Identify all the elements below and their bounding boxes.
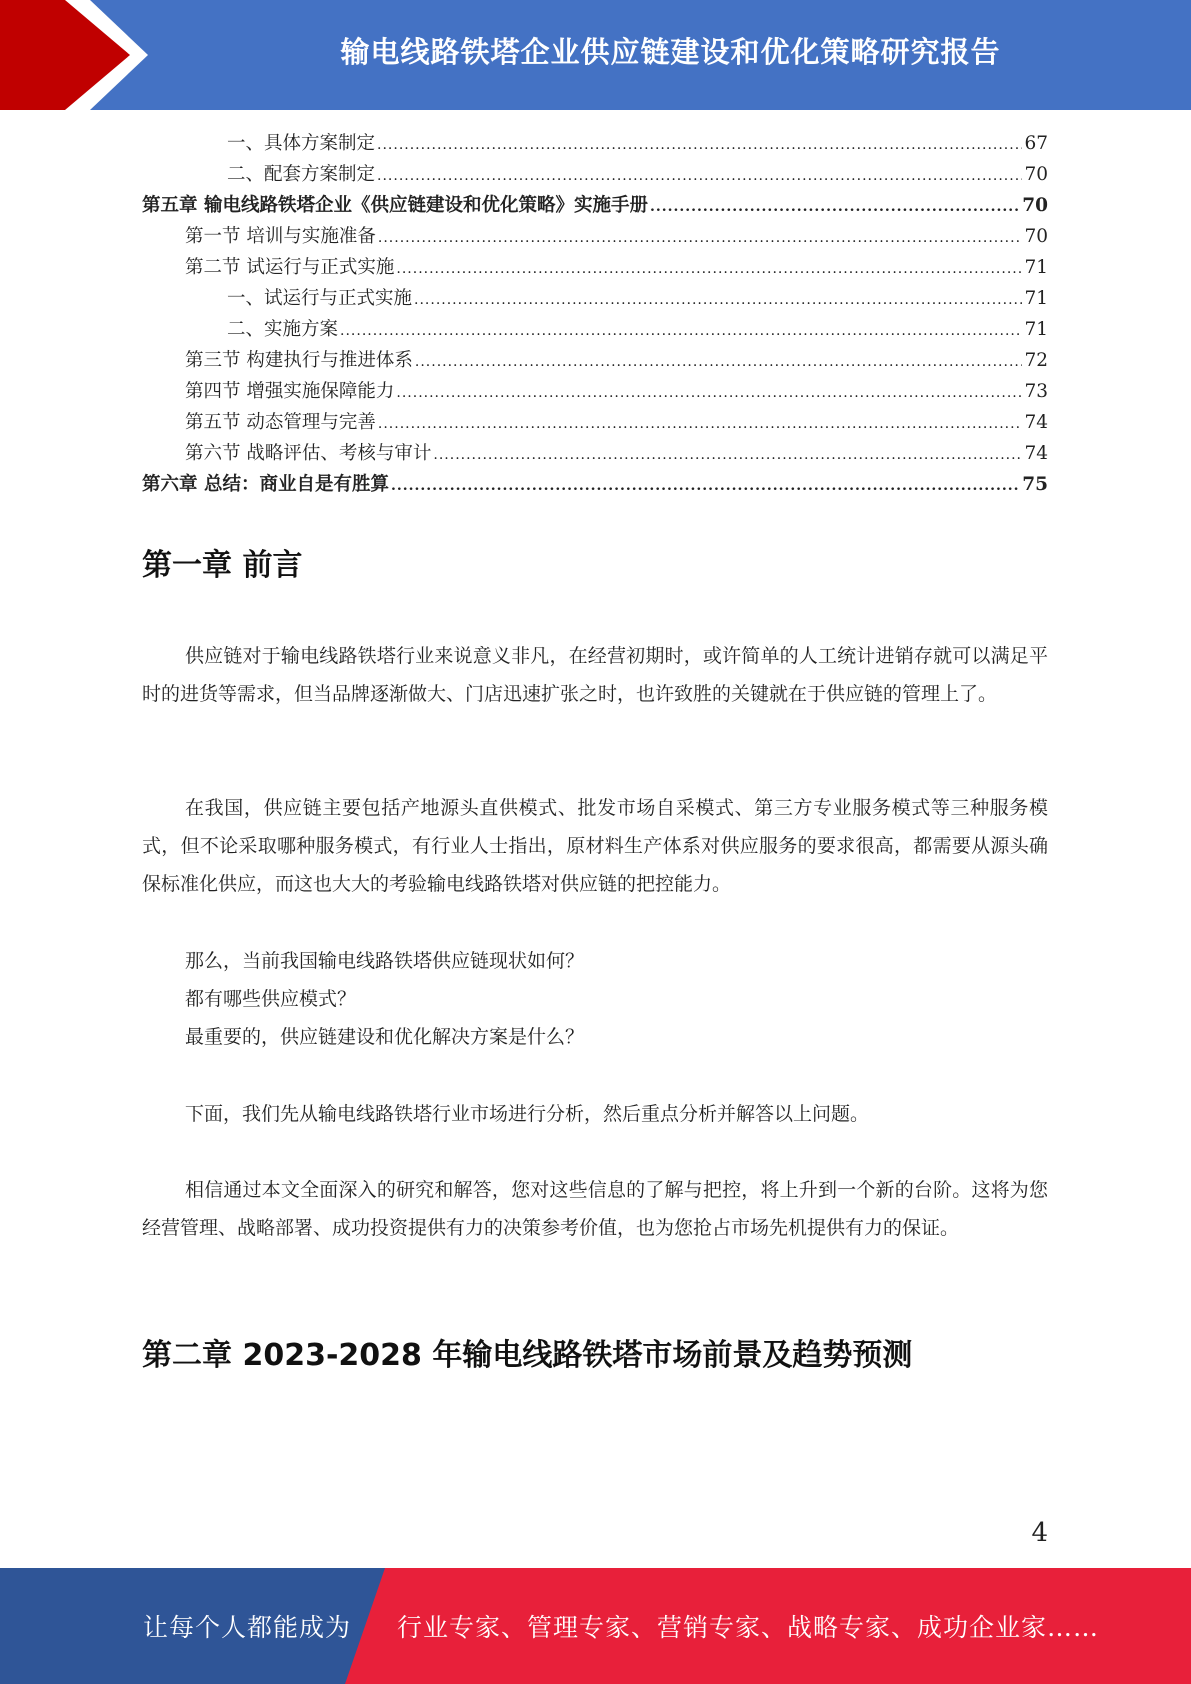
paragraph-4: 相信通过本文全面深入的研究和解答，您对这些信息的了解与把控，将上升到一个新的台阶。这将为您经营管理、战略部署、成功投资提供有力的决策参考价值，也为您抢占市场先机提供有力的保证。 [142, 1179, 1048, 1239]
toc-entry[interactable] [142, 283, 1048, 314]
paragraph-3: 下面，我们先从输电线路铁塔行业市场进行分析，然后重点分析并解答以上问题。 [185, 1103, 870, 1125]
table-of-contents [142, 128, 1048, 500]
toc-entry-page: 72 [1024, 350, 1048, 371]
toc-entry[interactable] [142, 314, 1048, 345]
toc-entry[interactable] [142, 128, 1048, 159]
paragraph-1: 供应链对于输电线路铁塔行业来说意义非凡，在经营初期时，或许简单的人工统计进销存就可以满足平时的进货等需求，但当品牌逐渐做大、门店迅速扩张之时，也许致胜的关键就在于供应链的管理上了。 [142, 645, 1048, 705]
toc-leader-dots [396, 378, 1022, 409]
question-3: 最重要的，供应链建设和优化解决方案是什么？ [185, 1026, 585, 1048]
toc-entry-label: 第四节 增强实施保障能力 [185, 381, 395, 402]
footer-slogan-left: 让每个人都能成为 [143, 1613, 352, 1642]
toc-entry-label: 第五节 动态管理与完善 [185, 412, 376, 433]
toc-chapter-entry[interactable] [142, 190, 1048, 221]
toc-entry-label: 第六节 战略评估、考核与审计 [185, 443, 432, 464]
toc-entry-label: 第一节 培训与实施准备 [185, 226, 376, 247]
toc-entry[interactable] [142, 438, 1048, 469]
toc-leader-dots [378, 223, 1023, 254]
toc-leader-dots [414, 285, 1022, 316]
toc-entry-label: 一、试运行与正式实施 [227, 288, 413, 309]
toc-entry[interactable] [142, 376, 1048, 407]
toc-chapter-entry[interactable] [142, 469, 1048, 500]
toc-leader-dots [340, 316, 1022, 347]
toc-leader-dots [377, 130, 1022, 161]
paragraph-2: 在我国，供应链主要包括产地源头直供模式、批发市场自采模式、第三方专业服务模式等三种服务模式，但不论采取哪种服务模式，有行业人士指出，原材料生产体系对供应服务的要求很高，都需要从源头确保标准化供应，而这也大大的考验输电线路铁塔对供应链的把控能力。 [142, 797, 1048, 895]
toc-entry-page: 71 [1024, 319, 1048, 340]
toc-entry-page: 70 [1024, 164, 1048, 185]
chapter-2-heading: 第二章 2023-2028 年输电线路铁塔市场前景及趋势预测 [142, 1338, 913, 1373]
toc-entry[interactable] [142, 252, 1048, 283]
toc-entry-page: 75 [1022, 474, 1048, 495]
chapter-1-heading: 第一章 前言 [142, 548, 303, 583]
toc-entry[interactable] [142, 221, 1048, 252]
toc-leader-dots [391, 471, 1020, 502]
toc-entry-page: 70 [1022, 195, 1048, 216]
toc-leader-dots [378, 409, 1023, 440]
question-1: 那么，当前我国输电线路铁塔供应链现状如何？ [185, 950, 585, 972]
toc-entry-page: 71 [1024, 288, 1048, 309]
toc-entry-page: 67 [1024, 133, 1048, 154]
toc-leader-dots [396, 254, 1022, 285]
toc-entry-label: 第五章 输电线路铁塔企业《供应链建设和优化策略》实施手册 [142, 195, 648, 216]
toc-leader-dots [377, 161, 1022, 192]
toc-leader-dots [415, 347, 1023, 378]
toc-entry[interactable] [142, 345, 1048, 376]
toc-entry-label: 第六章 总结：商业自是有胜算 [142, 474, 389, 495]
document-title: 输电线路铁塔企业供应链建设和优化策略研究报告 [340, 34, 1001, 69]
toc-entry-page: 71 [1024, 257, 1048, 278]
toc-entry-label: 第三节 构建执行与推进体系 [185, 350, 413, 371]
page-footer [0, 1568, 1191, 1684]
toc-leader-dots [650, 192, 1020, 223]
toc-entry-page: 73 [1024, 381, 1048, 402]
toc-entry-label: 二、配套方案制定 [227, 164, 376, 185]
toc-entry-page: 74 [1024, 443, 1048, 464]
page-header [0, 0, 1191, 110]
toc-entry-label: 二、实施方案 [227, 319, 339, 340]
toc-entry[interactable] [142, 159, 1048, 190]
toc-entry-page: 74 [1024, 412, 1048, 433]
footer-slogan-right: 行业专家、管理专家、营销专家、战略专家、成功企业家…… [397, 1613, 1100, 1642]
question-2: 都有哪些供应模式？ [185, 988, 357, 1010]
page-number: 4 [1031, 1518, 1048, 1548]
toc-entry[interactable] [142, 407, 1048, 438]
toc-entry-page: 70 [1024, 226, 1048, 247]
toc-entry-label: 第二节 试运行与正式实施 [185, 257, 395, 278]
toc-entry-label: 一、具体方案制定 [227, 133, 376, 154]
toc-leader-dots [433, 440, 1022, 471]
